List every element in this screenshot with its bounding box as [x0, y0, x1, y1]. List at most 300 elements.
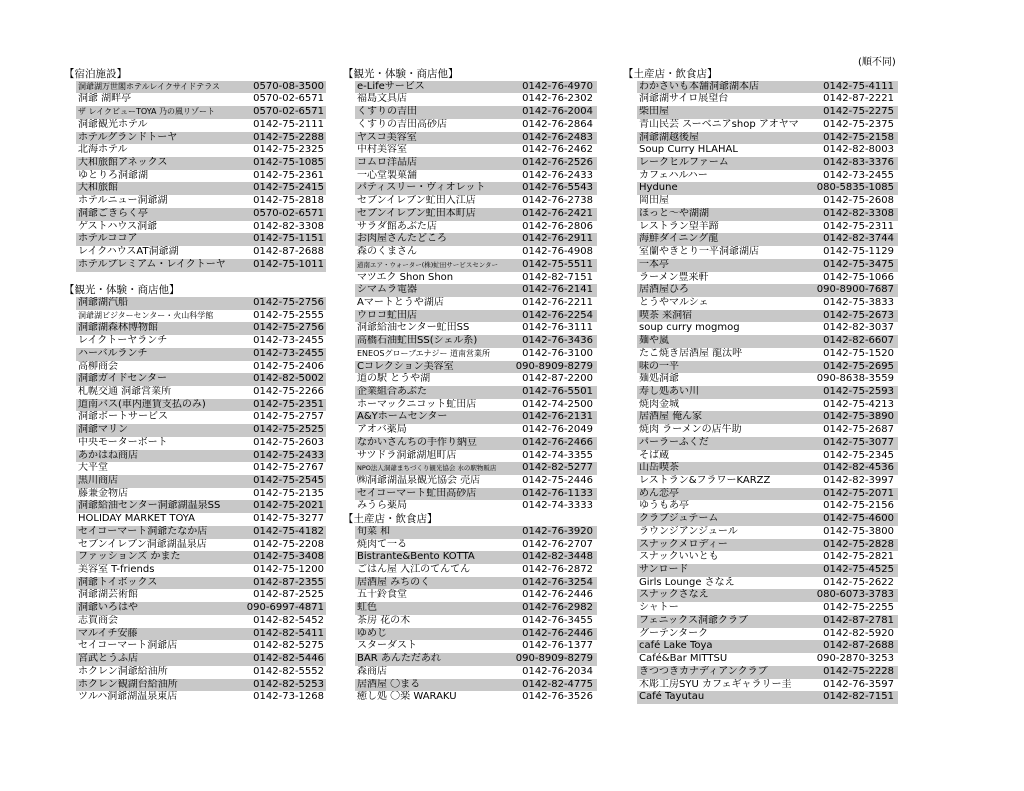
listing-name: グーテンターク: [639, 627, 709, 639]
listing-name: 山岳喫茶: [639, 462, 679, 474]
listing-name: café Lake Toya: [639, 640, 713, 652]
listing-name: スナックメロディー: [639, 538, 728, 550]
listing-row: [76, 450, 326, 463]
section-title: 【宿泊施設】: [64, 68, 127, 80]
listing-name: 福島文具店: [357, 93, 407, 105]
listing-phone: 0142-75-2135: [253, 487, 324, 499]
listing-row: [64, 615, 334, 628]
listing-phone: 0142-82-6607: [823, 335, 894, 347]
listing-phone: 0142-76-3100: [522, 347, 593, 359]
listing-row: [623, 628, 898, 641]
listing-row: [623, 399, 898, 412]
listing-phone: 0142-75-3833: [823, 296, 894, 308]
listing-name: ENEOSグローブエナジー 道南営業所: [357, 348, 491, 358]
listing-name: 海鮮ダイニング龍: [639, 233, 719, 245]
listing-name: 大平堂: [78, 462, 108, 474]
listing-phone: 0142-75-1129: [823, 246, 894, 258]
listing-row: [355, 653, 597, 666]
listing-name: セブンイレブン洞爺湖温泉店: [78, 538, 207, 550]
listing-phone: 0142-75-1520: [823, 347, 894, 359]
listing-phone: 0142-76-1377: [522, 640, 593, 652]
listing-phone: 0142-76-2131: [522, 411, 593, 423]
listing-row: [64, 361, 334, 374]
listing-phone: 0142-87-2688: [823, 640, 894, 652]
listing-row: [623, 272, 898, 285]
listing-phone: 0142-76-2707: [522, 538, 593, 550]
listing-phone: 0142-76-2433: [522, 169, 593, 181]
listing-row: [343, 348, 615, 361]
listing-phone: 0142-75-2111: [253, 118, 324, 130]
listing-phone: 0142-82-5920: [823, 627, 894, 639]
listing-phone: 0142-76-2049: [522, 424, 593, 436]
listing-phone: 0142-75-3890: [823, 411, 894, 423]
listing-row: [637, 284, 898, 297]
listing-row: [76, 602, 326, 615]
listing-row: [76, 259, 326, 272]
listing-phone: 0142-75-2208: [253, 538, 324, 550]
listing-phone: 0142-75-2156: [823, 500, 894, 512]
listing-phone: 0142-75-2266: [253, 385, 324, 397]
listing-phone: 0142-75-2555: [253, 309, 324, 321]
listing-phone: 0142-75-2158: [823, 131, 894, 143]
listing-name: Café Tayutau: [639, 691, 705, 703]
listing-row: [343, 666, 615, 679]
listing-name: 柴田屋: [639, 106, 669, 118]
listing-name: 洞爺ごきらく亭: [78, 207, 148, 219]
listing-row: [76, 81, 326, 94]
listing-phone: 0142-74-3355: [522, 449, 593, 461]
listing-row: [623, 475, 898, 488]
listing-name: 焼肉 ラーメンの店牛助: [639, 424, 742, 436]
listing-phone: 0142-82-4536: [823, 462, 894, 474]
listing-phone: 0142-75-3277: [253, 513, 324, 525]
listing-phone: 0142-82-5552: [253, 665, 324, 677]
listing-row: [64, 513, 334, 526]
listing-name: 洞爺湖サイロ展望台: [639, 93, 729, 105]
listing-phone: 0142-82-5411: [253, 627, 324, 639]
listing-name: わかさいも本舗洞爺湖本店: [639, 80, 759, 92]
listing-row: [76, 424, 326, 437]
listing-phone: 0142-82-5275: [253, 640, 324, 652]
listing-row: [76, 297, 326, 310]
listing-phone: 0142-76-3526: [522, 691, 593, 703]
listing-phone: 0142-75-2375: [823, 118, 894, 130]
listing-phone: 0142-76-2254: [522, 309, 593, 321]
listing-phone: 0142-75-2325: [253, 144, 324, 156]
listing-name: 高柳商会: [78, 360, 118, 372]
listing-row: [343, 640, 615, 653]
listing-name: フェニックス洞爺クラブ: [639, 614, 748, 626]
listing-name: サツドラ洞爺湖旭町店: [357, 449, 457, 461]
listing-row: [623, 500, 898, 513]
listing-name: セブンイレブン虻田入江店: [357, 195, 476, 207]
listing-phone: 0142-82-3308: [253, 220, 324, 232]
listing-row: [64, 411, 334, 424]
listing-phone: 0142-75-2351: [253, 398, 324, 410]
listing-name: 洞爺給油センター洞爺湖温泉SS: [78, 500, 221, 512]
listing-name: 洞爺湖越後屋: [639, 131, 699, 143]
listing-row: [343, 144, 615, 157]
listing-row: [355, 284, 597, 297]
listing-row: [76, 679, 326, 692]
listing-name: サラダ館あぶた店: [357, 220, 437, 232]
listing-phone: 0142-76-3597: [823, 678, 894, 690]
listing-row: [355, 437, 597, 450]
listing-row: [637, 106, 898, 119]
listing-row: [623, 551, 898, 564]
listing-phone: 0142-82-3448: [522, 551, 593, 563]
listing-name: シャトー: [639, 602, 679, 614]
listing-phone: 0142-76-3920: [522, 525, 593, 537]
listing-name: BAR あんただあれ: [357, 653, 441, 665]
listing-row: [64, 386, 334, 399]
listing-phone: 0142-75-2345: [823, 449, 894, 461]
listing-phone: 0142-75-2525: [253, 424, 324, 436]
listing-name: 大和旅館: [78, 182, 118, 194]
listing-row: [637, 259, 898, 272]
listing-name: 焼肉て一る: [357, 538, 407, 550]
listing-name: セイコーマート洞爺店: [78, 640, 178, 652]
column-1: [64, 68, 334, 704]
listing-phone: 0142-76-2211: [522, 296, 593, 308]
listing-row: [355, 233, 597, 246]
listing-phone: 0142-75-1085: [253, 157, 324, 169]
listing-name: ホーマックニコット虻田店: [357, 398, 477, 410]
listing-name: 五十鈴食堂: [357, 589, 407, 601]
listing-name: 室蘭やきとり一平洞爺湖店: [639, 246, 759, 258]
section-title: 【土産店・飲食店】: [623, 68, 718, 80]
listing-phone: 0570-08-3500: [253, 80, 324, 92]
listing-name: 居酒屋 みちのく: [357, 576, 431, 588]
listing-phone: 0142-73-2455: [253, 335, 324, 347]
section-header: [623, 68, 898, 81]
listing-phone: 0142-76-5543: [522, 182, 593, 194]
listing-phone: 0142-75-2603: [253, 436, 324, 448]
listing-name: 麺や嵐: [639, 335, 669, 347]
listing-name: ホクレン観湖台給油所: [78, 678, 178, 690]
listing-name: 中央モーターボート: [78, 436, 168, 448]
listing-name: スナックさなえ: [639, 589, 709, 601]
listing-row: [637, 411, 898, 424]
listing-row: [355, 386, 597, 399]
listing-name: 洞爺湖ビジターセンター・火山科学館: [78, 310, 214, 320]
listing-phone: 0142-76-3254: [522, 576, 593, 588]
listing-row: [76, 653, 326, 666]
listing-row: [623, 144, 898, 157]
section-header: [343, 513, 615, 526]
listing-row: [355, 526, 597, 539]
listing-phone: 0142-76-2302: [522, 93, 593, 105]
unordered-note: (順不同): [858, 57, 896, 68]
listing-row: [64, 170, 334, 183]
listing-name: 一心堂製菓舗: [357, 169, 417, 181]
listing-name: 茶房 花の木: [357, 614, 411, 626]
listing-phone: 0142-76-2911: [522, 233, 593, 245]
listing-row: [355, 208, 597, 221]
listing-phone: 0142-73-1268: [253, 691, 324, 703]
listing-row: [64, 246, 334, 259]
listing-row: [355, 577, 597, 590]
listing-name: シマムラ電器: [357, 284, 417, 296]
listing-phone: 0142-75-2593: [823, 385, 894, 397]
listing-row: [64, 589, 334, 602]
listing-name: そば蔵: [639, 449, 669, 461]
listing-row: [623, 577, 898, 590]
listing-row: [355, 106, 597, 119]
listing-name: とうやマルシェ: [639, 296, 709, 308]
listing-row: [343, 246, 615, 259]
listing-name: 洞爺 湖畔亭: [78, 93, 132, 105]
listing-phone: 0142-74-3333: [522, 500, 593, 512]
listing-phone: 0142-75-2311: [823, 220, 894, 232]
listing-phone: 0142-76-4970: [522, 80, 593, 92]
listing-name: 高橋石油虻田SS(シェル系): [357, 335, 478, 347]
listing-phone: 0142-82-3744: [823, 233, 894, 245]
listing-row: [637, 386, 898, 399]
listing-name: レストラン望羊蹄: [639, 220, 719, 232]
listing-row: [76, 348, 326, 361]
listing-name: Hydune: [639, 182, 678, 194]
listing-name: ツルハ洞爺湖温泉東店: [78, 691, 178, 703]
listing-phone: 0142-76-1133: [522, 487, 593, 499]
listing-name: 洞爺湖万世閣ホテルレイクサイドテラス: [78, 81, 221, 91]
listing-row: [637, 539, 898, 552]
listing-name: 藤兼金物店: [78, 487, 128, 499]
listing-row: [355, 361, 597, 374]
listing-phone: 0142-75-2415: [253, 182, 324, 194]
listing-name: アオバ薬局: [357, 424, 407, 436]
listing-row: [343, 399, 615, 412]
listing-row: [64, 666, 334, 679]
listing-phone: 080-5835-1085: [816, 182, 894, 194]
listing-name: 居酒屋 〇まる: [357, 678, 421, 690]
listing-row: [355, 182, 597, 195]
listing-name: クラブジュテーム: [639, 513, 719, 525]
listing-row: [637, 310, 898, 323]
listing-name: 癒し処 〇楽 WARAKU: [357, 691, 457, 703]
listing-phone: 0142-75-2687: [823, 424, 894, 436]
listing-phone: 080-6073-3783: [816, 589, 894, 601]
listing-row: [623, 373, 898, 386]
listing-name: コムロ洋品店: [357, 157, 417, 169]
listing-phone: 0142-75-2071: [823, 487, 894, 499]
listing-row: [355, 132, 597, 145]
listing-name: Cコレクション美容室: [357, 360, 454, 372]
listing-row: [76, 373, 326, 386]
listing-row: [64, 640, 334, 653]
listing-row: [343, 195, 615, 208]
listing-row: [623, 602, 898, 615]
listing-phone: 0142-83-3376: [823, 157, 894, 169]
listing-row: [637, 666, 898, 679]
listing-row: [64, 488, 334, 501]
listing-phone: 0142-87-2781: [823, 614, 894, 626]
listing-phone: 0142-75-2818: [253, 195, 324, 207]
listing-name: 虹色: [357, 602, 377, 614]
listing-row: [637, 335, 898, 348]
listing-name: セイコーマート虻田高砂店: [357, 487, 477, 499]
listing-name: レストラン&フラワーKARZZ: [639, 475, 771, 486]
listing-name: Aマートとうや湖店: [357, 296, 444, 308]
listing-row: [637, 589, 898, 602]
listing-phone: 090-8909-8279: [515, 360, 593, 372]
listing-name: 洞爺ガイドセンター: [78, 373, 167, 385]
listing-row: [76, 132, 326, 145]
listing-row: [64, 437, 334, 450]
listing-phone: 0142-76-3436: [522, 335, 593, 347]
listing-row: [623, 348, 898, 361]
listing-name: 中村美容室: [357, 144, 407, 156]
listing-name: スナックいいとも: [639, 551, 719, 563]
listing-phone: 0142-75-2288: [253, 131, 324, 143]
listing-row: [343, 221, 615, 234]
listing-name: 木彫工房SYU カフェギャラリー圭: [639, 678, 792, 690]
listing-row: [637, 564, 898, 577]
listing-phone: 0142-76-2806: [522, 220, 593, 232]
listing-name: 洞爺観光ホテル: [78, 118, 148, 130]
listing-name: ハーバルランチ: [78, 347, 148, 359]
listing-phone: 0142-75-2446: [522, 475, 593, 486]
listing-row: [623, 679, 898, 692]
listing-phone: 0142-87-2688: [253, 246, 324, 258]
listing-row: [343, 539, 615, 552]
listing-row: [355, 462, 597, 475]
listing-name: 道南エア・ウォーター(株)虻田サービスセンター: [357, 260, 499, 269]
listing-phone: 0142-75-2821: [823, 551, 894, 563]
listing-row: [355, 628, 597, 641]
listing-name: 美容室 T-friends: [78, 564, 155, 576]
listing-name: お肉屋さんたどころ: [357, 233, 447, 245]
listing-phone: 0570-02-6571: [253, 93, 324, 105]
listing-name: ホテルココア: [78, 233, 138, 245]
listing-name: ほっと～や湖湖: [639, 207, 709, 219]
listing-name: パーラーふくだ: [639, 436, 709, 448]
listing-row: [355, 310, 597, 323]
listing-phone: 0142-75-1200: [253, 564, 324, 576]
listing-phone: 0142-73-2455: [823, 169, 894, 181]
listing-name: ゆとりろ洞爺湖: [78, 169, 148, 181]
listing-name: 道の駅 とうや湖: [357, 373, 431, 385]
listing-name: 洞爺ボートサービス: [78, 411, 168, 423]
listing-row: [64, 564, 334, 577]
listing-phone: 0142-82-5446: [253, 653, 324, 665]
listing-name: ザ レイクビューTOYA 乃の風リゾート: [78, 107, 216, 117]
listing-name: 道南バス(車内運賃支払のみ): [78, 398, 206, 410]
listing-name: 味の一平: [639, 360, 679, 372]
listing-phone: 0142-75-2545: [253, 475, 324, 486]
listing-name: サンロード: [639, 564, 689, 576]
listing-row: [637, 437, 898, 450]
listing-row: [343, 691, 615, 704]
listing-name: マツエク Shon Shon: [357, 271, 454, 283]
listing-phone: 090-8638-3559: [816, 373, 894, 385]
listing-name: Bistrante&Bento KOTTA: [357, 551, 475, 563]
listing-name: 洞爺トイボックス: [78, 576, 158, 588]
listing-row: [64, 144, 334, 157]
listing-row: [76, 577, 326, 590]
listing-phone: 090-6997-4871: [246, 602, 324, 614]
listing-name: 洞爺いろはや: [78, 602, 138, 614]
listing-name: Café&Bar MITTSU: [639, 653, 728, 665]
listing-name: ゆうもあ亭: [639, 500, 689, 512]
listing-name: きつつきカナディアンクラブ: [639, 665, 768, 677]
listing-row: [637, 361, 898, 374]
listing-name: 居酒屋 俺ん家: [639, 411, 703, 423]
listing-phone: 0570-02-6571: [253, 207, 324, 219]
listing-row: [64, 462, 334, 475]
listing-row: [355, 551, 597, 564]
listing-row: [637, 615, 898, 628]
listing-name: 大和旅館アネックス: [78, 157, 168, 169]
listing-row: [343, 450, 615, 463]
listing-row: [623, 297, 898, 310]
listing-phone: 0142-75-3408: [253, 551, 324, 563]
listing-row: [343, 424, 615, 437]
listing-phone: 0142-82-3037: [823, 322, 894, 334]
listing-row: [623, 93, 898, 106]
listing-row: [76, 500, 326, 513]
listing-name: くすりの吉田: [357, 106, 417, 118]
listing-row: [76, 628, 326, 641]
listing-name: 森のくまさん: [357, 246, 417, 258]
listing-phone: 0142-76-2466: [522, 436, 593, 448]
listing-row: [637, 513, 898, 526]
listing-row: [343, 373, 615, 386]
listing-phone: 0142-76-2526: [522, 157, 593, 169]
listing-phone: 0142-75-1066: [823, 271, 894, 283]
listing-name: 岡田屋: [639, 195, 669, 207]
listing-row: [76, 322, 326, 335]
listing-name: ホテルプレミアム・レイクトーヤ: [78, 258, 226, 270]
listing-phone: 0142-75-3077: [823, 436, 894, 448]
listing-phone: 0142-76-2421: [522, 207, 593, 219]
listing-name: マルイチ安藤: [78, 627, 138, 639]
listing-name: 企業組合あぶた: [357, 385, 427, 397]
spacer-row: [64, 272, 334, 285]
listing-phone: 0142-73-2455: [253, 347, 324, 359]
listing-name: パティスリー・ヴィオレット: [357, 182, 486, 194]
listing-row: [355, 335, 597, 348]
listing-phone: 0142-82-5002: [253, 373, 324, 385]
listing-phone: 0142-75-3475: [823, 258, 894, 270]
listing-row: [343, 170, 615, 183]
listing-phone: 0142-75-1151: [253, 233, 324, 245]
listing-row: [623, 424, 898, 437]
listing-row: [355, 679, 597, 692]
listing-name: 居酒屋ひろ: [639, 284, 689, 296]
listing-row: [64, 119, 334, 132]
section-title: 【土産店・飲食店】: [343, 513, 438, 526]
listing-name: 札幌交通 洞爺営業所: [78, 385, 172, 397]
listing-name: めん恋亭: [639, 487, 679, 499]
listing-name: 宮武とうふ店: [78, 653, 138, 665]
listing-phone: 0142-75-2228: [823, 665, 894, 677]
listing-name: くすりの吉田高砂店: [357, 118, 447, 130]
listing-row: [343, 500, 615, 513]
listing-phone: 0142-82-7151: [823, 691, 894, 703]
listing-row: [623, 195, 898, 208]
listing-phone: 0142-82-8003: [823, 144, 894, 156]
listing-name: みうら薬局: [357, 500, 407, 512]
listing-row: [343, 272, 615, 285]
listing-phone: 0142-75-2361: [253, 169, 324, 181]
listing-name: 喫茶 来洞宿: [639, 309, 693, 321]
listing-name: ホテルニュー洞爺湖: [78, 195, 168, 207]
listing-phone: 0142-75-4213: [823, 398, 894, 410]
listing-phone: 0142-82-4775: [522, 678, 593, 690]
listing-name: 洞爺マリン: [78, 424, 128, 436]
listing-row: [355, 259, 597, 272]
